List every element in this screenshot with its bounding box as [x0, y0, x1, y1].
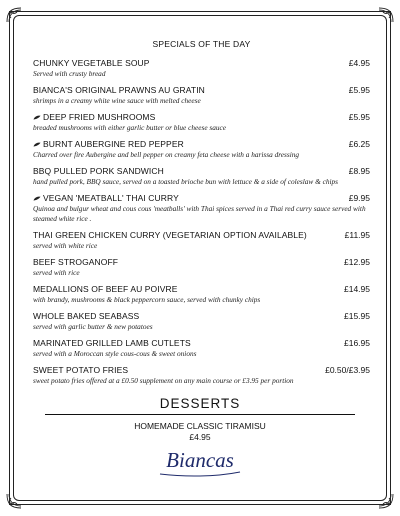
menu-item-name: [33, 193, 179, 203]
menu-item-description: served with garlic butter & new potatoes: [33, 322, 153, 331]
menu-item-name: [33, 284, 178, 294]
menu-item-name: [33, 311, 139, 321]
menu-item-description: served with white rice: [33, 241, 98, 250]
menu-item-description: Served with crusty bread: [33, 69, 106, 78]
menu-item-price: £6.25: [348, 139, 370, 149]
menu-item-list: [33, 58, 370, 386]
menu-item-name-text: VEGAN 'MEATBALL' THAI CURRY: [43, 193, 179, 203]
menu-item-description: sweet potato fries offered at a £0.50 supplement on any main course or £3.95 per portion: [33, 376, 294, 385]
menu-item-row: [33, 139, 370, 149]
specials-section: [33, 39, 370, 392]
menu-item-description: breaded mushrooms with either garlic butter or blue cheese sauce: [33, 123, 226, 132]
menu-item-row: [33, 193, 370, 203]
menu-item: [33, 193, 370, 224]
menu-item-name-text: MEDALLIONS OF BEEF AU POIVRE: [33, 284, 178, 294]
menu-item-name-text: CHUNKY VEGETABLE SOUP: [33, 58, 150, 68]
menu-item: [33, 230, 370, 251]
menu-item-name-text: THAI GREEN CHICKEN CURRY (VEGETARIAN OPTION AVAILABLE): [33, 230, 307, 240]
menu-item-name-text: BIANCA'S ORIGINAL PRAWNS AU GRATIN: [33, 85, 205, 95]
menu-item-price: £5.95: [348, 85, 370, 95]
menu-item-name: [33, 257, 118, 267]
menu-item: [33, 112, 370, 133]
vegetarian-leaf-icon: [33, 115, 41, 120]
menu-item-price: £4.95: [348, 58, 370, 68]
menu-item-row: [33, 365, 370, 375]
corner-flourish-icon: [5, 492, 23, 510]
menu-item-name-text: BBQ PULLED PORK SANDWICH: [33, 166, 164, 176]
menu-item: [33, 139, 370, 160]
menu-item: [33, 284, 370, 305]
menu-item-row: [33, 284, 370, 294]
menu-item-price: £5.95: [348, 112, 370, 122]
menu-item: [33, 338, 370, 359]
biancas-logo: [0, 448, 400, 477]
menu-item-name-text: MARINATED GRILLED LAMB CUTLETS: [33, 338, 191, 348]
menu-item-name: [33, 365, 128, 375]
menu-item: [33, 311, 370, 332]
menu-item-price: £14.95: [344, 284, 370, 294]
desserts-heading: DESSERTS: [159, 396, 241, 411]
menu-item-price: £0.50/£3.95: [325, 365, 370, 375]
menu-item-name: [33, 139, 184, 149]
menu-item-price: £12.95: [344, 257, 370, 267]
menu-item: [33, 166, 370, 187]
menu-item-price: £15.95: [344, 311, 370, 321]
menu-item-price: £11.95: [344, 230, 370, 240]
menu-item-description: shrimps in a creamy white wine sauce with melted cheese: [33, 96, 201, 105]
menu-item-row: [33, 230, 370, 240]
menu-item-name: [33, 85, 205, 95]
menu-item-row: [33, 166, 370, 176]
logo-wordmark: Biancas: [166, 448, 234, 472]
menu-item-row: [33, 311, 370, 321]
menu-item-name: [33, 58, 150, 68]
menu-item-row: [33, 112, 370, 122]
menu-item-description: served with rice: [33, 268, 80, 277]
menu-item-price: £16.95: [344, 338, 370, 348]
corner-flourish-icon: [377, 492, 395, 510]
menu-item-name-text: WHOLE BAKED SEABASS: [33, 311, 140, 321]
menu-item: [33, 58, 370, 79]
menu-item-row: [33, 257, 370, 267]
menu-item-name-text: BURNT AUBERGINE RED PEPPER: [43, 139, 184, 149]
menu-item: [33, 365, 370, 386]
menu-item-description: served with a Moroccan style cous-cous & sweet onions: [33, 349, 197, 358]
dessert-item: [0, 421, 400, 443]
menu-item-name-text: DEEP FRIED MUSHROOMS: [43, 112, 156, 122]
menu-item-name: [33, 230, 307, 240]
vegetarian-leaf-icon: [33, 142, 41, 147]
menu-item-row: [33, 85, 370, 95]
menu-item-price: £9.95: [348, 193, 370, 203]
menu-item: [33, 85, 370, 106]
menu-item-description: Charred over fire Aubergine and bell pepper on creamy feta cheese with a harissa dressing: [33, 150, 300, 159]
menu-item-description: with brandy, mushrooms & black peppercorn sauce, served with chunky chips: [33, 295, 261, 304]
corner-flourish-icon: [5, 6, 23, 24]
menu-item-price: £8.95: [348, 166, 370, 176]
menu-item: [33, 257, 370, 278]
desserts-divider: [45, 414, 355, 415]
dessert-price: £4.95: [189, 432, 211, 442]
specials-heading: SPECIALS OF THE DAY: [152, 39, 251, 49]
menu-item-row: [33, 58, 370, 68]
menu-item-name: [33, 338, 191, 348]
corner-flourish-icon: [377, 6, 395, 24]
dessert-name: HOMEMADE CLASSIC TIRAMISU: [134, 421, 266, 431]
menu-item-row: [33, 338, 370, 348]
menu-item-name: [33, 166, 164, 176]
menu-item-description: hand pulled pork, BBQ sauce, served on a toasted brioche bun with lettuce & a side of coleslaw & chips: [33, 177, 339, 186]
menu-item-name-text: BEEF STROGANOFF: [33, 257, 119, 267]
menu-item-name: [33, 112, 155, 122]
menu-item-name-text: SWEET POTATO FRIES: [33, 365, 129, 375]
vegetarian-leaf-icon: [33, 196, 41, 201]
menu-item-description: Quinoa and bulgur wheat and cous cous 'meatballs' with Thai spices served in a Thai red curry sauce served with steamed white rice .: [33, 204, 366, 223]
